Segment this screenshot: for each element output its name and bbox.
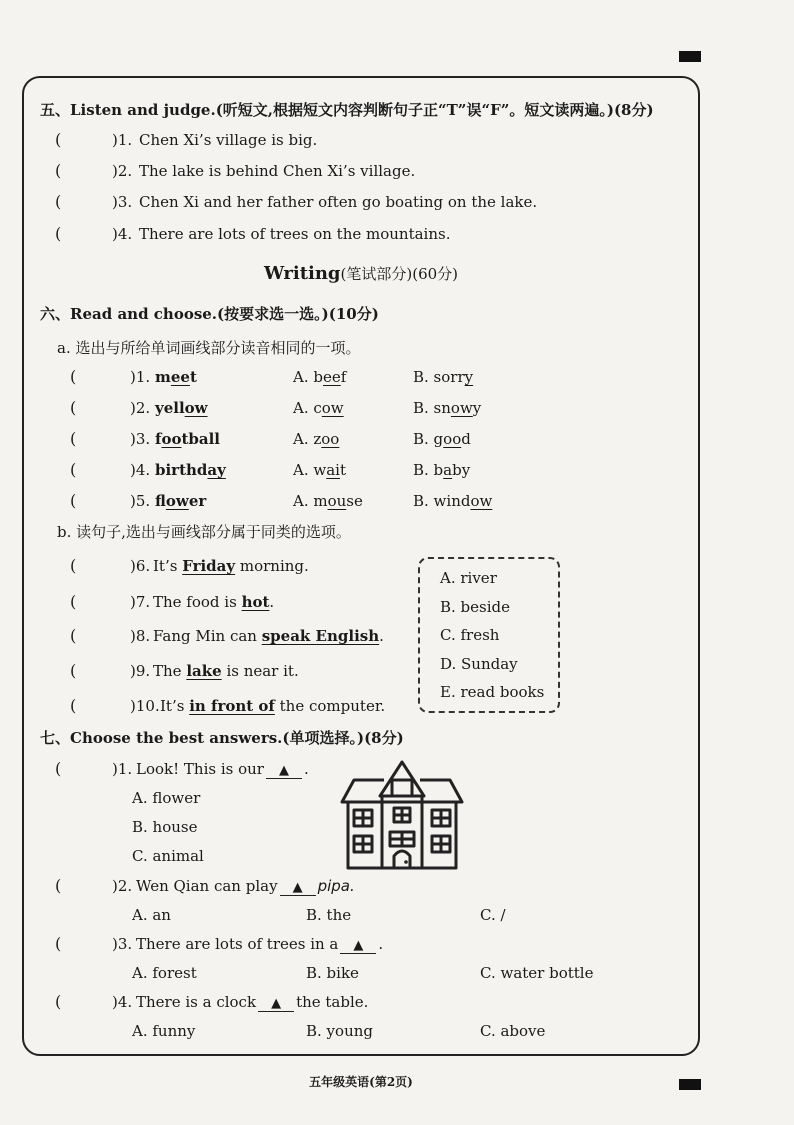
sentence-part: The food is — [153, 593, 242, 611]
word-part: by — [452, 461, 471, 479]
answer-paren[interactable]: ( — [70, 398, 77, 417]
underlined-part: oo — [443, 430, 462, 448]
target-word — [155, 399, 208, 417]
underlined-part: ee — [170, 368, 190, 386]
word-part: m — [155, 368, 171, 386]
item-number: )2. — [112, 877, 133, 895]
answer-paren[interactable]: ( — [55, 934, 62, 953]
word-part: f — [155, 430, 162, 448]
underlined-part: oo — [161, 430, 182, 448]
item-number: )8. — [130, 627, 151, 645]
word-part: A. b — [293, 368, 323, 386]
sentence-part: the computer. — [274, 697, 386, 715]
choice: B. young — [306, 1022, 373, 1040]
page-footer: 五年级英语(第2页) — [309, 1075, 413, 1089]
item-sentence — [153, 662, 299, 680]
section5-heading: 五、Listen and judge.(听短文,根据短文内容判断句子正“T”误“F”。短文读两遍。)(8分) — [40, 101, 654, 119]
answer-blank: ▲ — [340, 938, 376, 954]
option-b — [413, 368, 473, 386]
choice: A. flower — [132, 789, 201, 807]
word-part: se — [346, 492, 363, 510]
item-number: )10. — [130, 697, 160, 715]
answer-paren[interactable]: ( — [70, 367, 77, 386]
question-part: . — [378, 935, 384, 953]
answer-paren[interactable]: ( — [55, 161, 62, 180]
sentence-part: The — [153, 662, 187, 680]
answer-paren[interactable]: ( — [70, 556, 77, 575]
section6-heading: 六、Read and choose.(按要求选一选。)(10分) — [40, 305, 379, 323]
answer-paren[interactable]: ( — [55, 992, 62, 1011]
underlined-part: ou — [327, 492, 347, 510]
question-text — [136, 877, 355, 896]
sentence-part: It’s — [153, 557, 183, 575]
word-part: y — [472, 399, 482, 417]
option-b — [413, 430, 471, 448]
word-part: A. m — [293, 492, 328, 510]
sentence-part: . — [379, 627, 384, 645]
word-part: er — [188, 492, 207, 510]
question-part: the table. — [296, 993, 369, 1011]
answer-paren[interactable]: ( — [55, 192, 62, 211]
answer-paren[interactable]: ( — [70, 661, 77, 680]
word-part: B. sn — [413, 399, 451, 417]
option-box-item: B. beside — [440, 597, 511, 616]
word-part: yell — [155, 399, 185, 417]
word-part: B. sorr — [413, 368, 465, 386]
item-number: )3. — [130, 430, 151, 448]
answer-paren[interactable]: ( — [70, 429, 77, 448]
word-part: fl — [155, 492, 166, 510]
underlined-part: ow — [450, 399, 473, 417]
target-word — [155, 368, 197, 386]
underlined-part: y — [464, 368, 474, 386]
option-a — [293, 492, 363, 510]
writing-title — [0, 263, 722, 284]
option-b — [413, 399, 481, 417]
choice: C. above — [480, 1022, 546, 1040]
choice: A. funny — [132, 1022, 196, 1040]
sentence-part: Fang Min can — [153, 627, 262, 645]
word-part: A. w — [293, 461, 327, 479]
question-text — [136, 935, 383, 954]
registration-mark-top — [679, 51, 701, 62]
word-part: B. wind — [413, 492, 471, 510]
question-part: pipa. — [317, 877, 355, 895]
section6-part-a: a. 选出与所给单词画线部分读音相同的一项。 — [57, 339, 361, 357]
item-sentence — [153, 557, 309, 575]
option-a — [293, 368, 346, 386]
word-part: B. b — [413, 461, 444, 479]
option-b — [413, 461, 470, 479]
option-box-item: A. river — [440, 569, 497, 587]
sentence-part: . — [269, 593, 275, 611]
house-icon — [340, 758, 464, 870]
underlined-part: ay — [207, 461, 226, 479]
word-part: B. g — [413, 430, 444, 448]
option-box-item: C. fresh — [440, 626, 500, 644]
writing-title-main: Writing — [263, 263, 341, 284]
underlined-part: ow — [184, 399, 208, 417]
option-box-item: D. Sunday — [440, 654, 518, 673]
target-word — [155, 430, 220, 448]
answer-paren[interactable]: ( — [70, 592, 77, 611]
choice: B. house — [132, 818, 198, 836]
item-text: The lake is behind Chen Xi’s village. — [139, 162, 416, 180]
question-part: There is a clock — [136, 993, 257, 1011]
word-part: A. c — [293, 399, 322, 417]
choice: A. an — [132, 906, 171, 924]
answer-paren[interactable]: ( — [55, 224, 62, 243]
choice: C. / — [480, 906, 506, 924]
item-number: )4. — [130, 461, 151, 479]
item-number: )3. — [112, 193, 133, 211]
option-a — [293, 461, 346, 479]
underlined-part: oo — [321, 430, 340, 448]
item-sentence — [160, 697, 385, 715]
underlined-phrase: in front of — [189, 697, 275, 715]
question-part: There are lots of trees in a — [136, 935, 339, 953]
question-part: Look! This is our — [136, 760, 264, 778]
section7-heading: 七、Choose the best answers.(单项选择。)(8分) — [40, 729, 404, 747]
question-part: Wen Qian can play — [136, 877, 278, 895]
item-number: )3. — [112, 935, 133, 953]
item-number: )1. — [130, 368, 151, 386]
answer-paren[interactable]: ( — [70, 626, 77, 645]
item-number: )4. — [112, 225, 133, 243]
underlined-part: ee — [322, 368, 341, 386]
answer-paren[interactable]: ( — [70, 696, 77, 715]
item-sentence — [153, 627, 384, 645]
question-part: . — [303, 760, 309, 778]
sentence-part: It’s — [160, 697, 190, 715]
sentence-part: is near it. — [221, 662, 299, 680]
target-word — [155, 461, 226, 479]
question-text — [136, 760, 309, 779]
page-frame — [22, 76, 700, 1056]
item-number: )9. — [130, 662, 151, 680]
answer-blank: ▲ — [258, 996, 294, 1012]
question-text — [136, 993, 368, 1012]
word-part: f — [340, 368, 347, 386]
underlined-phrase: hot — [241, 593, 270, 611]
option-box-item: E. read books — [440, 683, 545, 701]
item-number: )1. — [112, 131, 133, 149]
underlined-part: ai — [326, 461, 340, 479]
target-word — [155, 492, 206, 510]
answer-paren[interactable]: ( — [70, 460, 77, 479]
option-b — [413, 492, 492, 510]
choice: C. animal — [132, 847, 204, 865]
underlined-phrase: lake — [186, 662, 222, 680]
word-part: t — [339, 461, 346, 479]
writing-title-sub: (笔试部分)(60分) — [340, 265, 459, 283]
answer-paren[interactable]: ( — [55, 130, 62, 149]
item-text: Chen Xi’s village is big. — [139, 131, 318, 149]
item-number: )2. — [130, 399, 151, 417]
word-part: birthd — [155, 461, 208, 479]
underlined-part: ow — [470, 492, 493, 510]
choice: C. water bottle — [480, 964, 594, 982]
item-text: Chen Xi and her father often go boating on the lake. — [139, 193, 538, 211]
word-part: d — [461, 430, 471, 448]
sentence-part: morning. — [235, 557, 309, 575]
item-sentence — [153, 593, 274, 611]
word-part: tball — [181, 430, 221, 448]
underlined-phrase: speak English — [261, 627, 380, 645]
underlined-part: ow — [165, 492, 189, 510]
item-text: There are lots of trees on the mountains. — [139, 225, 451, 243]
answer-blank: ▲ — [266, 763, 302, 779]
underlined-phrase: Friday — [182, 557, 236, 575]
choice: B. the — [306, 906, 352, 924]
item-number: )7. — [130, 593, 151, 611]
underlined-part: ow — [321, 399, 344, 417]
word-part: A. z — [293, 430, 322, 448]
option-a — [293, 399, 344, 417]
choice: A. forest — [132, 964, 197, 982]
section6-part-b: b. 读句子,选出与画线部分属于同类的选项。 — [57, 523, 351, 541]
answer-paren[interactable]: ( — [55, 759, 62, 778]
choice: B. bike — [306, 964, 359, 982]
answer-paren[interactable]: ( — [70, 491, 77, 510]
item-number: )1. — [112, 760, 133, 778]
item-number: )4. — [112, 993, 133, 1011]
item-number: )2. — [112, 162, 133, 180]
answer-paren[interactable]: ( — [55, 876, 62, 895]
item-number: )6. — [130, 557, 151, 575]
answer-blank: ▲ — [280, 880, 316, 896]
word-part: t — [189, 368, 197, 386]
underlined-part: a — [443, 461, 453, 479]
option-a — [293, 430, 339, 448]
item-number: )5. — [130, 492, 151, 510]
